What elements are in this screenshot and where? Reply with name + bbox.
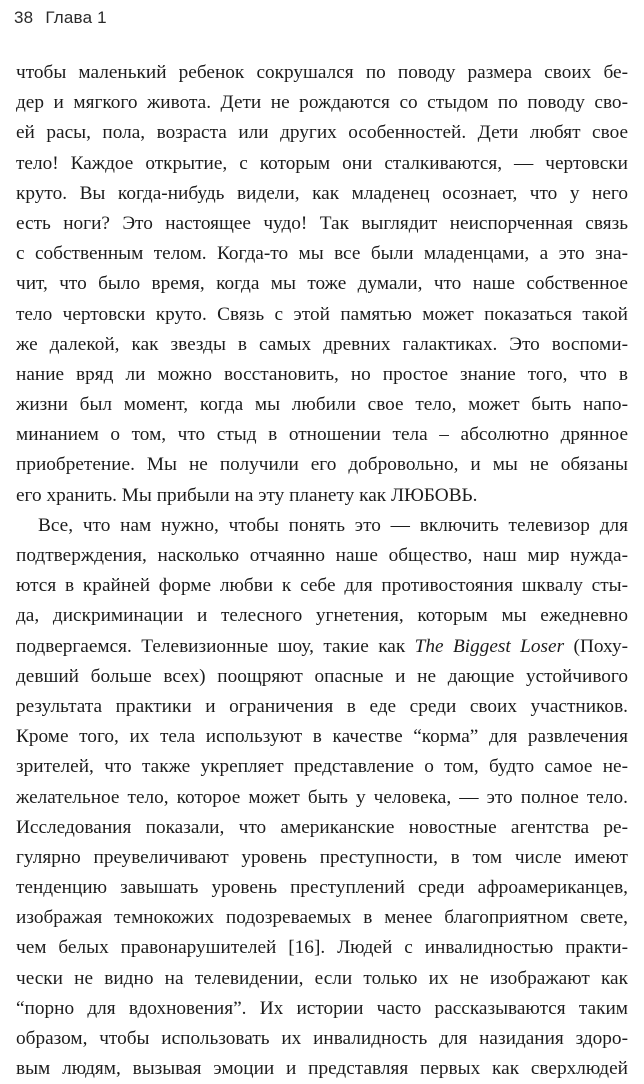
page-number: 38: [14, 8, 34, 27]
text-line: ются в крайней форме любви к себе для противостояния шквалу сты-: [16, 575, 628, 597]
body-text: [16, 58, 628, 1084]
text-line: с собственным телом. Когда-то мы все были младенцами, а это зна-: [16, 243, 628, 265]
text-line: его хранить. Мы прибыли на эту планету как ЛЮБОВЬ.: [16, 484, 478, 506]
text-line: же далекой, как звезды в самых древних галактиках. Это воспоми-: [16, 333, 628, 355]
show-title: The Biggest Loser: [414, 635, 565, 657]
text-fragment: подвергаемся. Телевизионные шоу, такие как: [16, 635, 415, 657]
text-line: чески не видно на телевидении, если только их не изображают как: [16, 967, 628, 989]
text-line: чит, что было время, когда мы тоже думали, что наше собственное: [16, 273, 628, 295]
text-line: зрителей, что также укрепляет представление о том, будто самое не-: [16, 756, 628, 778]
text-line: нание вряд ли можно восстановить, но простое знание того, что в: [16, 363, 628, 385]
text-line: жизни был момент, когда мы любили свое тело, может быть напо-: [16, 394, 628, 416]
text-line: минанием о том, что стыд в отношении тела – абсолютно дрянное: [16, 424, 628, 446]
text-line: Все, что нам нужно, чтобы понять это — включить телевизор для: [38, 514, 628, 536]
text-line: “порно для вдохновения”. Их истории часто рассказываются таким: [16, 997, 628, 1019]
text-line-with-title: [16, 632, 628, 662]
text-line: есть ноги? Это настоящее чудо! Так выглядит неиспорченная связь: [16, 212, 628, 234]
text-line: гулярно преувеличивают уровень преступности, в том числе имеют: [16, 846, 628, 868]
text-line: да, дискриминации и телесного угнетения, которым мы ежедневно: [16, 605, 628, 627]
text-line: тело! Каждое открытие, с которым они сталкиваются, — чертовски: [16, 152, 628, 174]
running-header: [14, 8, 107, 28]
text-line: Кроме того, их тела используют в качестве “корма” для развлечения: [16, 726, 628, 748]
text-line: Исследования показали, что американские новостные агентства ре-: [16, 816, 628, 838]
text-line: результата практики и ограничения в еде среди своих участников.: [16, 695, 628, 717]
text-line: тело чертовски круто. Связь с этой памятью может показаться такой: [16, 303, 628, 325]
text-line: желательное тело, которое может быть у человека, — это полное тело.: [16, 786, 628, 808]
text-line: круто. Вы когда-нибудь видели, как младенец осознает, что у него: [16, 182, 628, 204]
text-line: дер и мягкого живота. Дети не рождаются со стыдом по поводу сво-: [16, 92, 628, 114]
text-fragment: (Поху-: [564, 635, 628, 657]
text-line: изображая темнокожих подозреваемых в менее благоприятном свете,: [16, 907, 628, 929]
text-line: приобретение. Мы не получили его добровольно, и мы не обязаны: [16, 454, 628, 476]
text-line: девший больше всех) поощряют опасные и не дающие устойчивого: [16, 665, 628, 687]
text-line: вым людям, вызывая эмоции и представляя первых как сверхлюдей: [16, 1058, 628, 1080]
text-line: тенденцию завышать уровень преступлений среди афроамериканцев,: [16, 877, 628, 899]
text-line: чем белых правонарушителей [16]. Людей с инвалидностью практи-: [16, 937, 628, 959]
text-line: чтобы маленький ребенок сокрушался по поводу размера своих бе-: [16, 62, 628, 83]
text-line: подтверждения, насколько отчаянно наше общество, наш мир нужда-: [16, 545, 628, 566]
text-line: ей расы, пола, возраста или других особенностей. Дети любят свое: [16, 122, 628, 144]
chapter-title: Глава 1: [45, 8, 107, 27]
text-line: образом, чтобы использовать их инвалидность для назидания здоро-: [16, 1028, 628, 1049]
